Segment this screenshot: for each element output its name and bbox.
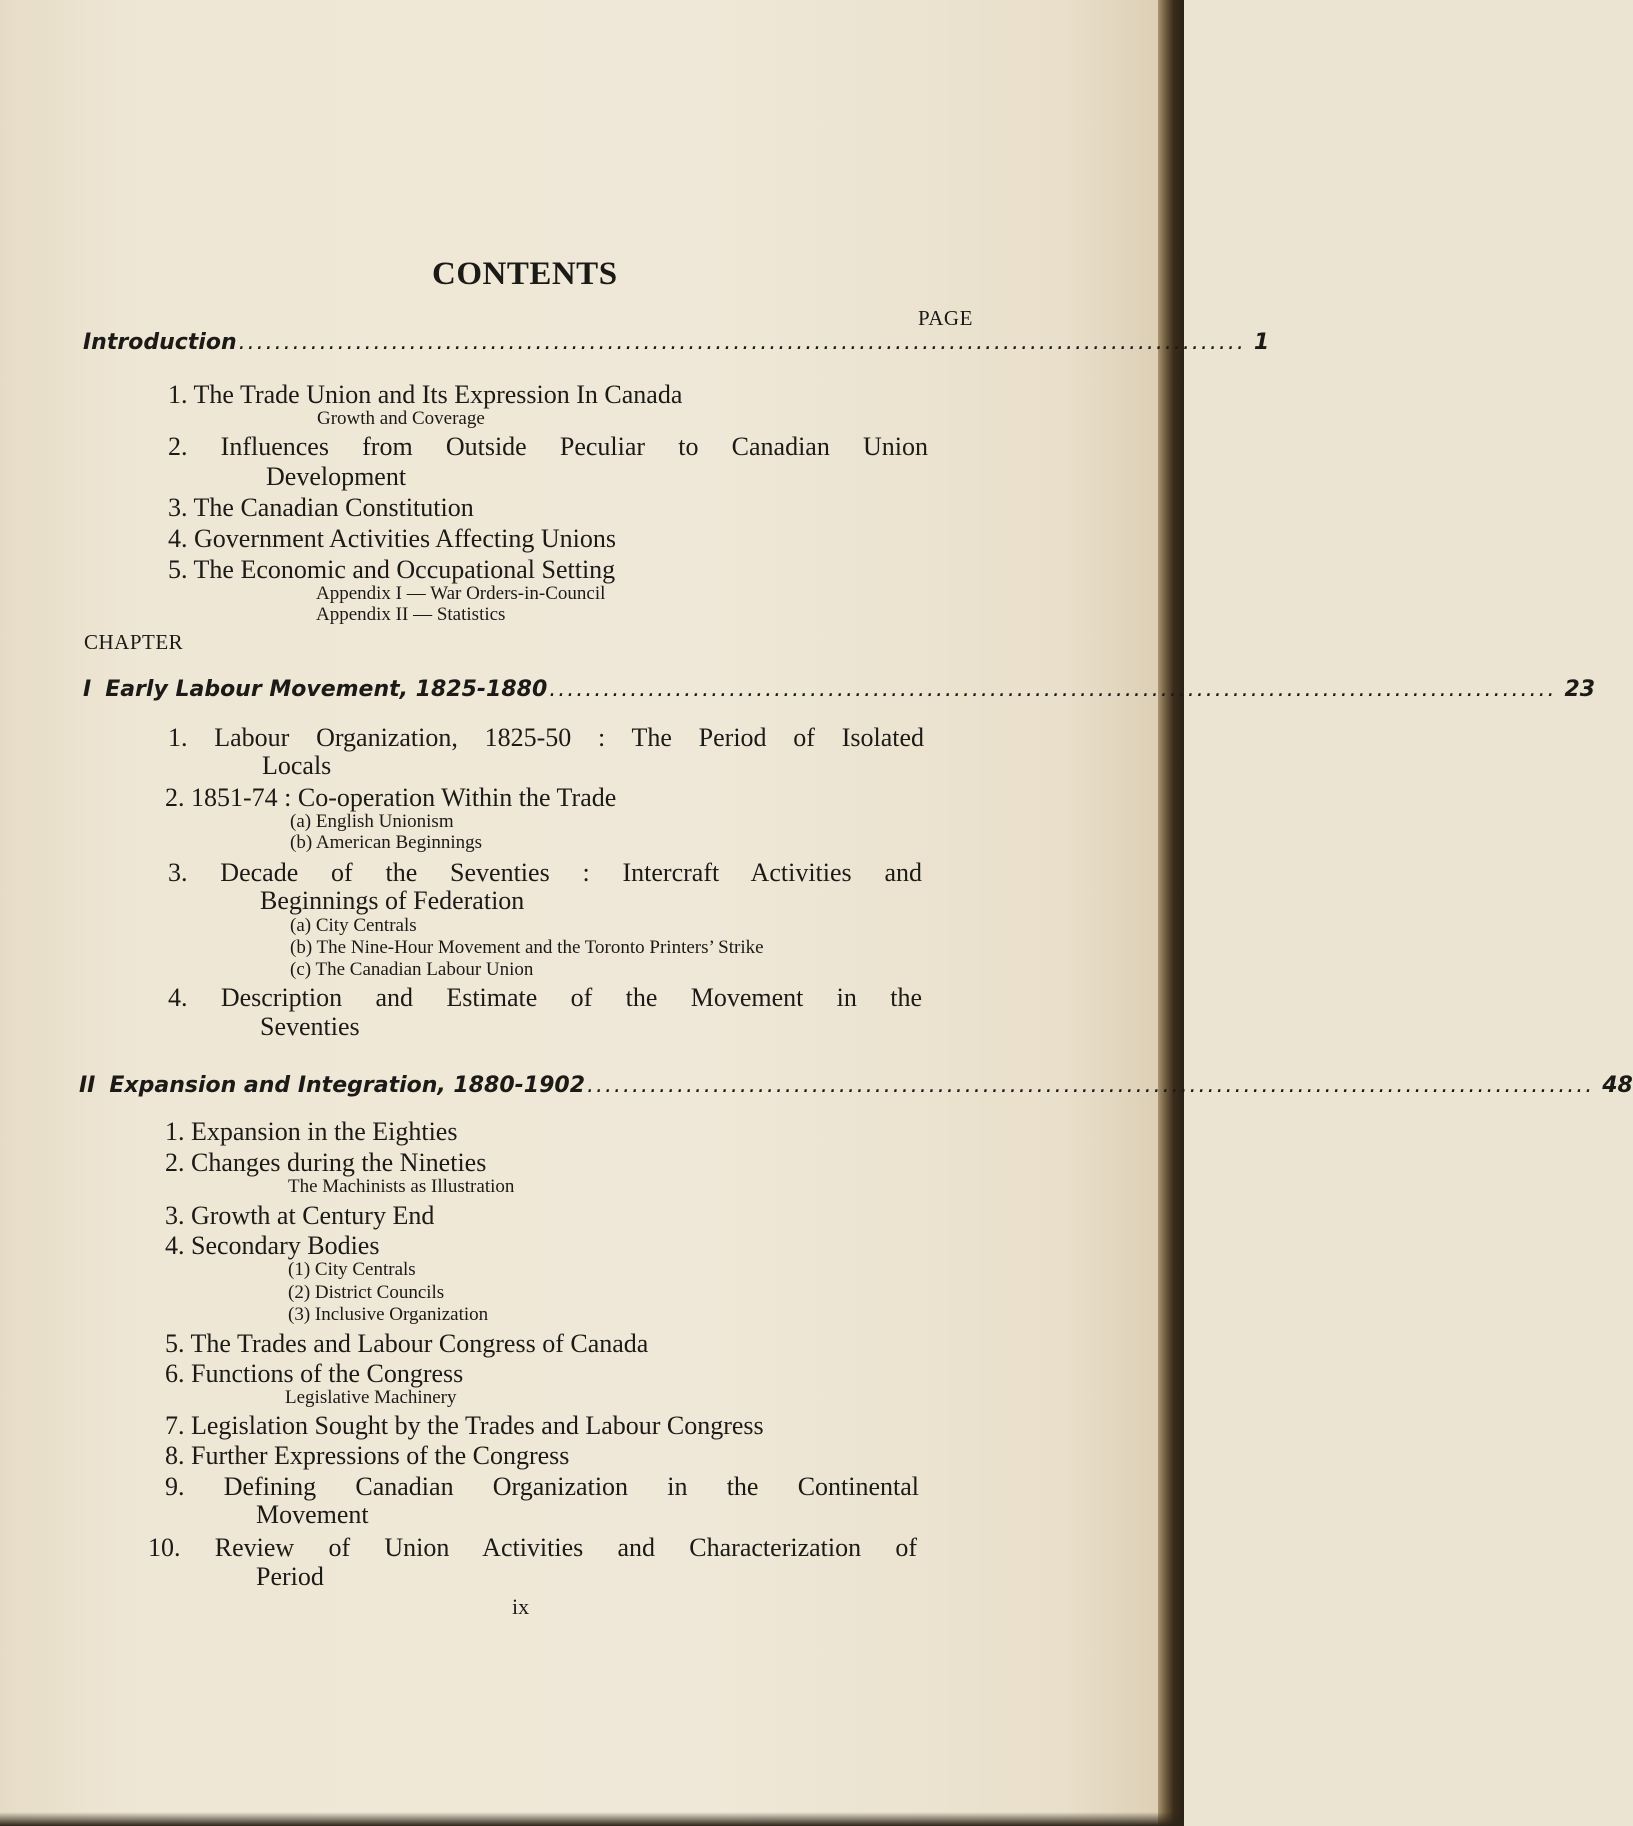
item-continuation: Seventies (260, 1012, 360, 1041)
list-item (165, 783, 616, 812)
list-item (168, 432, 928, 461)
page-bottom-edge (0, 1812, 1184, 1826)
sub-item: Appendix II — Statistics (316, 604, 506, 625)
item-number: 9. (165, 1472, 185, 1501)
item-number: 6. (165, 1359, 185, 1388)
item-number: 3. (165, 1201, 185, 1230)
list-item (168, 983, 922, 1012)
item-number: 4. (165, 1231, 185, 1260)
item-text: The Economic and Occupational Setting (193, 555, 616, 584)
item-number: 2. (165, 1148, 185, 1177)
item-text: Defining Canadian Organization in the Continental (223, 1472, 920, 1501)
item-number: 7. (165, 1411, 185, 1440)
list-item (165, 1329, 648, 1358)
list-item (148, 1533, 917, 1562)
list-item (168, 723, 924, 752)
sub-item: Growth and Coverage (317, 408, 485, 429)
item-number: 1. (168, 723, 188, 752)
sub-item: (c) The Canadian Labour Union (290, 959, 534, 980)
item-continuation: Locals (262, 751, 332, 780)
item-text: Secondary Bodies (191, 1231, 380, 1260)
book-spine-edge (1158, 0, 1184, 1826)
page-column-label: PAGE (918, 306, 973, 330)
introduction-title: Introduction (83, 330, 237, 355)
item-text: Description and Estimate of the Movement in the (220, 983, 922, 1012)
chapter-title: Early Labour Movement, 1825-1880 (105, 677, 548, 702)
list-item (165, 1359, 463, 1388)
list-item (165, 1117, 457, 1146)
item-text: The Trade Union and Its Expression In Canada (193, 380, 683, 409)
sub-item: Legislative Machinery (285, 1387, 457, 1408)
item-number: 5. (168, 555, 188, 584)
introduction-page: 1 (1253, 330, 1270, 355)
item-number: 2. (165, 783, 185, 812)
page-title: CONTENTS (432, 256, 618, 292)
dot-leader: ................................................................................................................ (587, 1073, 1595, 1098)
item-text: Influences from Outside Peculiar to Canadian Union (220, 432, 928, 461)
item-number: 5. (165, 1329, 185, 1358)
item-text: The Trades and Labour Congress of Canada (190, 1329, 649, 1358)
chapter-number: I (83, 677, 92, 702)
sub-item: (3) Inclusive Organization (288, 1304, 489, 1325)
sub-item: (1) City Centrals (288, 1259, 416, 1280)
item-text: Government Activities Affecting Unions (194, 524, 616, 553)
item-text: Changes during the Nineties (191, 1148, 487, 1177)
item-continuation: Period (256, 1562, 324, 1591)
item-text: Further Expressions of the Congress (191, 1441, 570, 1470)
item-text: The Canadian Constitution (193, 493, 474, 522)
sub-item: (b) American Beginnings (290, 832, 483, 853)
list-item (165, 1441, 569, 1470)
page-number: ix (512, 1594, 530, 1619)
chapter-page: 23 (1564, 677, 1596, 702)
item-number: 4. (168, 524, 188, 553)
item-continuation: Development (266, 462, 407, 491)
item-number: 2. (168, 432, 188, 461)
item-number: 8. (165, 1441, 185, 1470)
toc-introduction-entry[interactable] (83, 330, 1270, 355)
sub-item: Appendix I — War Orders-in-Council (316, 583, 606, 604)
chapter-title: Expansion and Integration, 1880-1902 (109, 1073, 586, 1098)
list-item (165, 1231, 379, 1260)
list-item (165, 1472, 919, 1501)
chapter-number: II (79, 1073, 96, 1098)
list-item (168, 858, 922, 887)
item-text: Labour Organization, 1825-50 : The Period of Isolated (214, 723, 924, 752)
toc-chapter-1-entry[interactable] (83, 677, 1596, 702)
item-number: 3. (168, 493, 188, 522)
list-item (168, 380, 682, 409)
list-item (168, 555, 615, 584)
item-text: Functions of the Congress (191, 1359, 464, 1388)
item-text: 1851-74 : Co-operation Within the Trade (191, 783, 617, 812)
toc-chapter-2-entry[interactable] (79, 1073, 1633, 1098)
item-continuation: Beginnings of Federation (260, 886, 525, 915)
list-item (165, 1148, 486, 1177)
sub-item: (b) The Nine-Hour Movement and the Toronto Printers’ Strike (290, 937, 764, 958)
item-text: Decade of the Seventies : Intercraft Activities and (220, 858, 922, 887)
chapter-column-label: CHAPTER (84, 630, 184, 654)
sub-item: (2) District Councils (288, 1282, 445, 1303)
item-text: Review of Union Activities and Characterization of (214, 1533, 918, 1562)
list-item (165, 1411, 764, 1440)
item-number: 3. (168, 858, 188, 887)
dot-leader: ................................................................................................................ (549, 677, 1557, 702)
item-text: Growth at Century End (191, 1201, 435, 1230)
sub-item: (a) English Unionism (290, 811, 454, 832)
dot-leader: ................................................................................................................ (238, 330, 1246, 355)
list-item (165, 1201, 434, 1230)
list-item (168, 524, 616, 553)
item-text: Legislation Sought by the Trades and Labour Congress (191, 1411, 764, 1440)
sub-item: The Machinists as Illustration (288, 1176, 515, 1197)
list-item (168, 493, 474, 522)
item-number: 1. (168, 380, 188, 409)
item-continuation: Movement (256, 1500, 369, 1529)
item-number: 10. (148, 1533, 181, 1562)
item-number: 1. (165, 1117, 185, 1146)
chapter-page: 48 (1602, 1073, 1633, 1098)
item-number: 4. (168, 983, 188, 1012)
item-text: Expansion in the Eighties (191, 1117, 458, 1146)
sub-item: (a) City Centrals (290, 915, 417, 936)
